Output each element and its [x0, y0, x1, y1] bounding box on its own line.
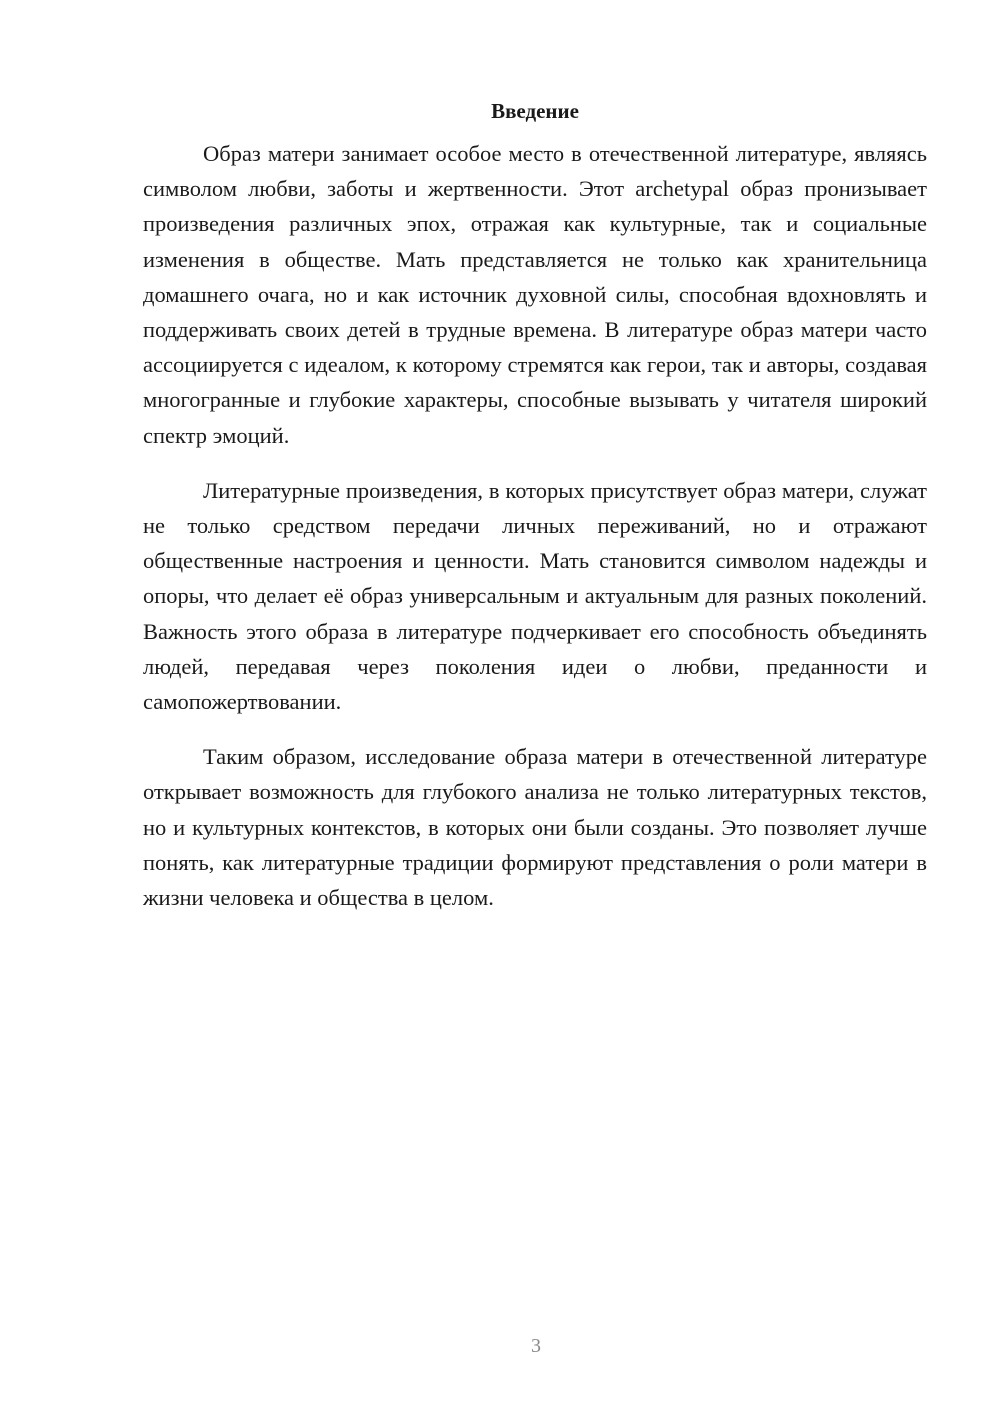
page-content — [143, 96, 927, 935]
paragraph-1: Образ матери занимает особое место в отечественной литературе, являясь символом любви, заботы и жертвенности. Этот archetypal образ пронизывает произведения различных эпох, отражая как культурные, так и социальные изменения в обществе. Мать представляется не только как хранительница домашнего очага, но и как источник духовной силы, способная вдохновлять и поддерживать своих детей в трудные времена. В литературе образ матери часто ассоциируется с идеалом, к которому стремятся как герои, так и авторы, создавая многогранные и глубокие характеры, способные вызывать у читателя широкий спектр эмоций. — [143, 141, 927, 448]
paragraph-3: Таким образом, исследование образа матери в отечественной литературе открывает возможность для глубокого анализа не только литературных текстов, но и культурных контекстов, в которых они были созданы. Это позволяет лучше понять, как литературные традиции формируют представления о роли матери в жизни человека и общества в целом. — [143, 744, 927, 911]
section-heading: Введение — [491, 99, 579, 123]
page-number: 3 — [531, 1335, 541, 1357]
paragraph-2: Литературные произведения, в которых присутствует образ матери, служат не только средством передачи личных переживаний, но и отражают общественные настроения и ценности. Мать становится символом надежды и опоры, что делает её образ универсальным и актуальным для разных поколений. Важность этого образа в литературе подчеркивает его способность объединять людей, передавая через поколения идеи о любви, преданности и самопожертвовании. — [143, 477, 927, 715]
